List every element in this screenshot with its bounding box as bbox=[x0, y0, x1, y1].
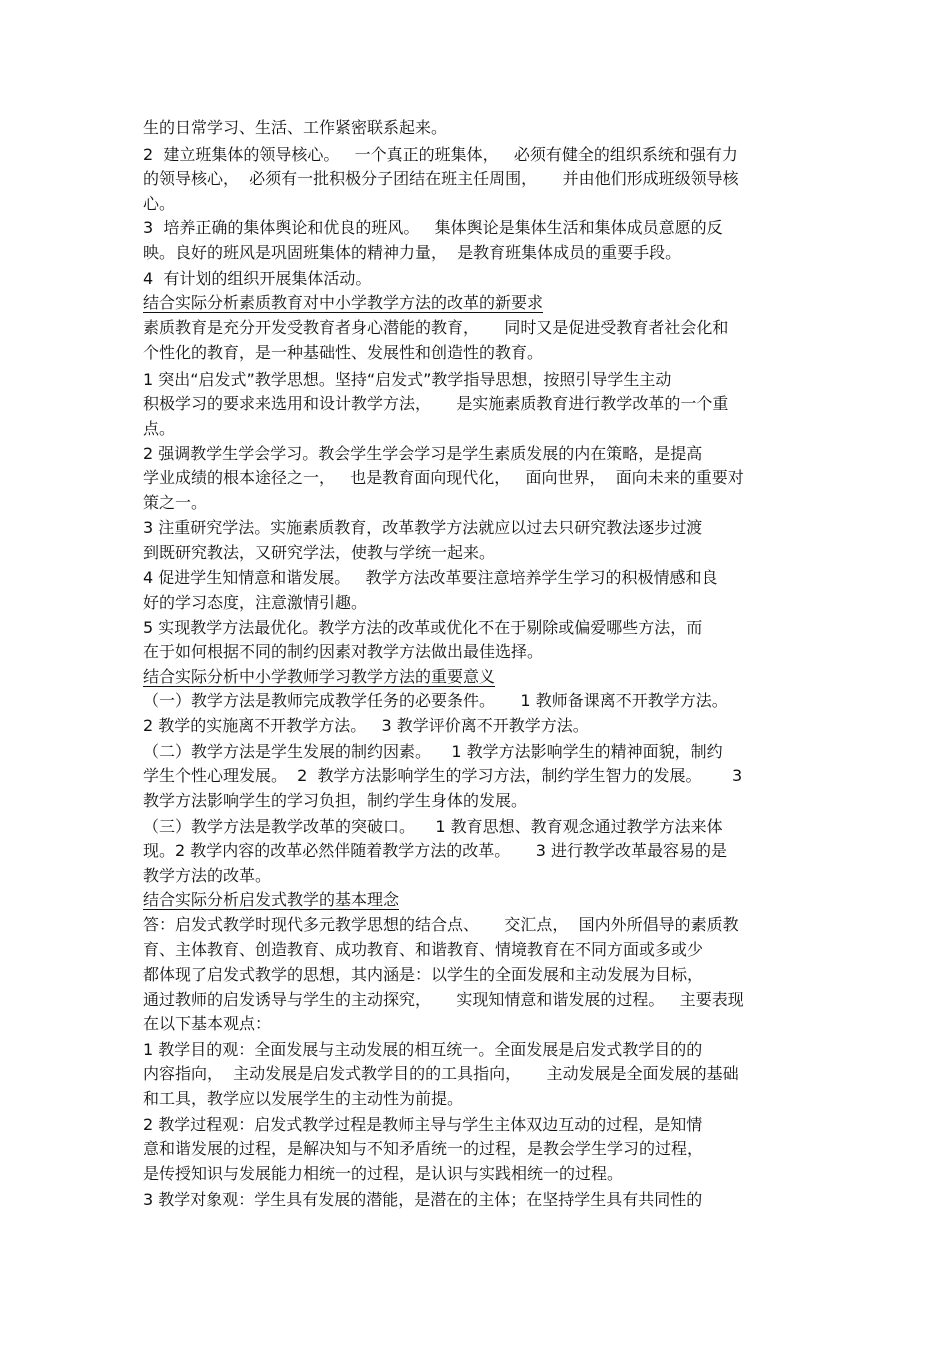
text-line: 点。 bbox=[143, 419, 176, 438]
text-line: 积极学习的要求来选用和设计教学方法， 是实施素质教育进行教学改革的一个重 bbox=[143, 394, 729, 413]
text-line: 2 教学过程观：启发式教学过程是教师主导与学生主体双边互动的过程，是知情 bbox=[143, 1115, 703, 1134]
section-heading: 结合实际分析中小学教师学习教学方法的重要意义 bbox=[143, 667, 496, 686]
text-line: 好的学习态度，注意激情引趣。 bbox=[143, 593, 368, 612]
text-line: 2 建立班集体的领导核心。 一个真正的班集体， 必须有健全的组织系统和强有力 bbox=[143, 145, 738, 164]
text-line: 5 实现教学方法最优化。教学方法的改革或优化不在于剔除或偏爱哪些方法，而 bbox=[143, 618, 703, 637]
text-line: 是传授知识与发展能力相统一的过程，是认识与实践相统一的过程。 bbox=[143, 1164, 624, 1183]
text-line: （一）教学方法是教师完成教学任务的必要条件。 1 教师备课离不开教学方法。 bbox=[143, 691, 728, 710]
text-line: 教学方法的改革。 bbox=[143, 866, 272, 885]
text-line: 4 促进学生知情意和谐发展。 教学方法改革要注意培养学生学习的积极情感和良 bbox=[143, 568, 718, 587]
text-line: 映。良好的班风是巩固班集体的精神力量， 是教育班集体成员的重要手段。 bbox=[143, 243, 682, 262]
text-line: 到既研究教法，又研究学法，使教与学统一起来。 bbox=[143, 543, 496, 562]
text-line: 1 教学目的观：全面发展与主动发展的相互统一。全面发展是启发式教学目的的 bbox=[143, 1040, 703, 1059]
text-line: 通过教师的启发诱导与学生的主动探究， 实现知情意和谐发展的过程。 主要表现 bbox=[143, 990, 744, 1009]
text-line: （二）教学方法是学生发展的制约因素。 1 教学方法影响学生的精神面貌，制约 bbox=[143, 742, 723, 761]
text-line: 教学方法影响学生的学习负担，制约学生身体的发展。 bbox=[143, 791, 528, 810]
text-line: 学业成绩的根本途径之一， 也是教育面向现代化， 面向世界， 面向未来的重要对 bbox=[143, 468, 744, 487]
section-heading: 结合实际分析素质教育对中小学教学方法的改革的新要求 bbox=[143, 293, 544, 312]
text-line: 内容指向， 主动发展是启发式教学目的的工具指向， 主动发展是全面发展的基础 bbox=[143, 1064, 739, 1083]
text-line: 3 注重研究学法。实施素质教育，改革教学方法就应以过去只研究教法逐步过渡 bbox=[143, 518, 703, 537]
section-heading: 结合实际分析启发式教学的基本理念 bbox=[143, 890, 400, 909]
text-line: 意和谐发展的过程，是解决知与不知矛盾统一的过程，是教会学生学习的过程， bbox=[143, 1139, 704, 1158]
text-line: 2 强调教学生学会学习。教会学生学会学习是学生素质发展的内在策略，是提高 bbox=[143, 444, 703, 463]
text-line: 的领导核心， 必须有一批积极分子团结在班主任周围， 并由他们形成班级领导核 bbox=[143, 169, 739, 188]
text-line: 育、主体教育、创造教育、成功教育、和谐教育、情境教育在不同方面或多或少 bbox=[143, 940, 704, 959]
text-line: 3 教学对象观：学生具有发展的潜能，是潜在的主体；在坚持学生具有共同性的 bbox=[143, 1190, 703, 1209]
text-line: 4 有计划的组织开展集体活动。 bbox=[143, 269, 372, 288]
text-line: 答：启发式教学时现代多元教学思想的结合点、 交汇点， 国内外所倡导的素质教 bbox=[143, 915, 739, 934]
text-line: 个性化的教育，是一种基础性、发展性和创造性的教育。 bbox=[143, 343, 544, 362]
text-line: 现。2 教学内容的改革必然伴随着教学方法的改革。 3 进行教学改革最容易的是 bbox=[143, 841, 727, 860]
text-line: （三）教学方法是教学改革的突破口。 1 教育思想、教育观念通过教学方法来体 bbox=[143, 817, 723, 836]
text-line: 3 培养正确的集体舆论和优良的班风。 集体舆论是集体生活和集体成员意愿的反 bbox=[143, 218, 723, 237]
text-line: 心。 bbox=[143, 194, 176, 213]
text-line: 1 突出“启发式”教学思想。坚持“启发式”教学指导思想，按照引导学生主动 bbox=[143, 370, 672, 389]
text-line: 2 教学的实施离不开教学方法。 3 教学评价离不开教学方法。 bbox=[143, 716, 589, 735]
text-line: 学生个性心理发展。 2 教学方法影响学生的学习方法，制约学生智力的发展。 3 bbox=[143, 766, 743, 785]
text-line: 在于如何根据不同的制约因素对教学方法做出最佳选择。 bbox=[143, 642, 544, 661]
text-line: 素质教育是充分开发受教育者身心潜能的教育， 同时又是促进受教育者社会化和 bbox=[143, 318, 729, 337]
text-line: 生的日常学习、生活、工作紧密联系起来。 bbox=[143, 118, 448, 137]
text-line: 和工具，教学应以发展学生的主动性为前提。 bbox=[143, 1089, 464, 1108]
text-line: 策之一。 bbox=[143, 493, 208, 512]
text-line: 都体现了启发式教学的思想，其内涵是：以学生的全面发展和主动发展为目标， bbox=[143, 965, 704, 984]
text-line: 在以下基本观点： bbox=[143, 1014, 272, 1033]
